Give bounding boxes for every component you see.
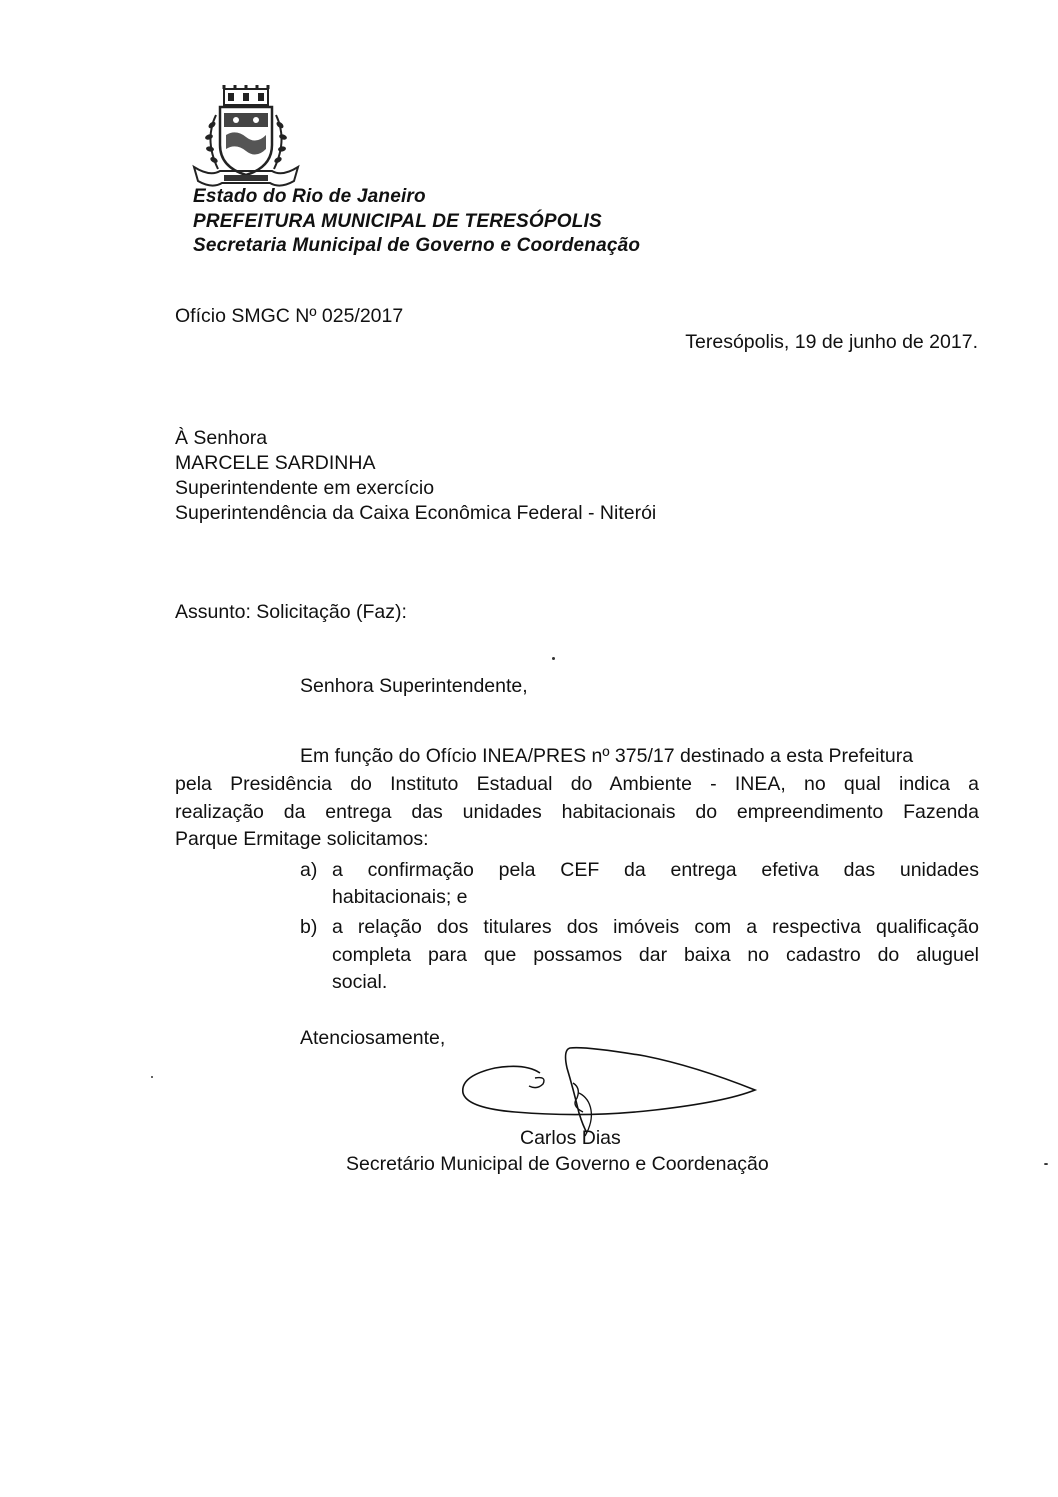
body-line: Parque Ermitage solicitamos: — [175, 828, 429, 850]
list-item-marker: a) — [300, 859, 318, 881]
recipient-institution: Superintendência da Caixa Econômica Federal - Niterói — [175, 502, 657, 524]
list-item-line: a confirmação pela CEF da entrega efetiva das unidades — [332, 859, 979, 881]
list-item-line: habitacionais; e — [332, 886, 468, 908]
letter-greeting: Senhora Superintendente, — [300, 675, 528, 697]
list-item-line: social. — [332, 971, 388, 993]
signatory-title: Secretário Municipal de Governo e Coordenação — [346, 1153, 769, 1175]
body-line: pela Presidência do Instituto Estadual do Ambiente - INEA, no qual indica a — [175, 773, 979, 795]
header-prefecture: PREFEITURA MUNICIPAL DE TERESÓPOLIS — [193, 211, 602, 232]
header-state: Estado do Rio de Janeiro — [193, 186, 426, 207]
list-item-line: completa para que possamos dar baixa no cadastro do aluguel — [332, 944, 979, 966]
recipient-salutation: À Senhora — [175, 427, 268, 449]
list-item-marker: b) — [300, 916, 318, 938]
scan-speck — [552, 657, 555, 660]
letter-date: Teresópolis, 19 de junho de 2017. — [685, 331, 978, 353]
list-item-line: a relação dos titulares dos imóveis com a respectiva qualificação — [332, 916, 979, 938]
body-line: realização da entrega das unidades habitacionais do empreendimento Fazenda — [175, 801, 979, 823]
letter-closing: Atenciosamente, — [300, 1027, 446, 1049]
header-secretariat: Secretaria Municipal de Governo e Coordenação — [193, 235, 641, 256]
letter-subject: Assunto: Solicitação (Faz): — [175, 601, 407, 623]
handwritten-signature — [455, 1038, 785, 1138]
coat-of-arms-icon — [190, 85, 302, 193]
scan-speck — [1044, 1163, 1048, 1165]
body-line: Em função do Ofício INEA/PRES nº 375/17 destinado a esta Prefeitura — [300, 745, 914, 767]
scan-speck — [151, 1076, 153, 1078]
signatory-name: Carlos Dias — [520, 1127, 621, 1149]
recipient-role: Superintendente em exercício — [175, 477, 435, 499]
letter-reference: Ofício SMGC Nº 025/2017 — [175, 305, 404, 327]
recipient-name: MARCELE SARDINHA — [175, 452, 376, 474]
